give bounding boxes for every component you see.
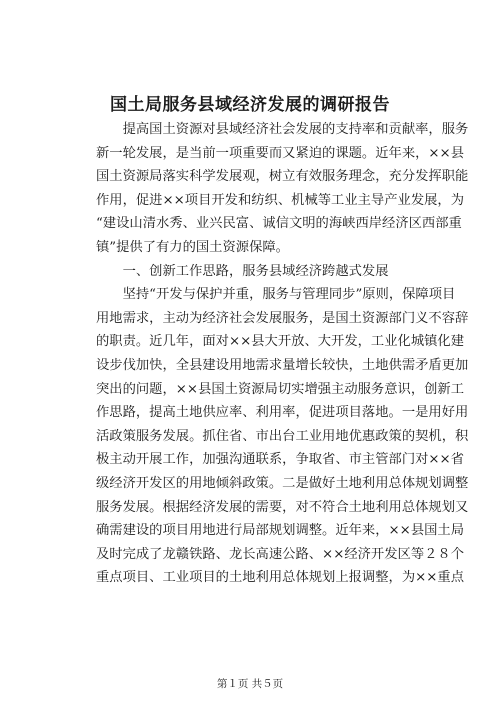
body-line: 作用，促进××项目开发和纺织、机械等工业主导产业发展，为 — [96, 192, 465, 208]
body-line: 镇”提供了有力的国土资源保障。 — [96, 239, 289, 255]
body-line: 突出的问题，××县国土资源局切实增强主动服务意识，创新工 — [96, 381, 465, 397]
page-footer: 第１页 共５页 — [216, 678, 284, 690]
body-line: 级经济开发区的用地倾斜政策。二是做好土地利用总体规划调整 — [96, 475, 469, 491]
body-line: 极主动开展工作，加强沟通联系，争取省、市主管部门对××省 — [96, 452, 465, 468]
body-line: 新一轮发展，是当前一项重要而又紧迫的课题。近年来，××县 — [96, 145, 465, 161]
body-line: 重点项目、工业项目的土地利用总体规划上报调整，为××重点 — [96, 570, 465, 586]
body-line: 作思路，提高土地供应率、利用率，促进项目落地。一是用好用 — [96, 405, 469, 421]
body-line: 国土资源局落实科学发展观，树立有效服务理念，充分发挥职能 — [96, 169, 469, 185]
body-line: 的职责。近几年，面对××县大开放、大开发，工业化城镇化建 — [96, 334, 465, 350]
body-line: 及时完成了龙赣铁路、龙长高速公路、××经济开发区等２８个 — [96, 546, 465, 562]
body-line: 提高国土资源对县域经济社会发展的支持率和贡献率，服务 — [96, 122, 469, 137]
body-line: 活政策服务发展。抓住省、市出台工业用地优惠政策的契机，积 — [96, 428, 469, 444]
body-line: 服务发展。根据经济发展的需要，对不符合土地利用总体规划又 — [96, 499, 469, 515]
body-line: 确需建设的项目用地进行局部规划调整。近年来，××县国土局 — [96, 523, 465, 539]
document-title: 国土局服务县域经济发展的调研报告 — [110, 95, 390, 115]
document-body — [96, 118, 469, 590]
body-line: 用地需求，主动为经济社会发展服务，是国土资源部门义不容辞 — [96, 310, 469, 326]
section-heading: 一、创新工作思路，服务县域经济跨越式发展 — [96, 263, 389, 279]
body-line: 坚持“开发与保护并重，服务与管理同步”原则，保障项目 — [96, 287, 456, 303]
body-line: 设步伐加快，全县建设用地需求量增长较快，土地供需矛盾更加 — [96, 357, 469, 373]
body-line: “建设山清水秀、业兴民富、诚信文明的海峡西岸经济区西部重 — [96, 216, 462, 232]
